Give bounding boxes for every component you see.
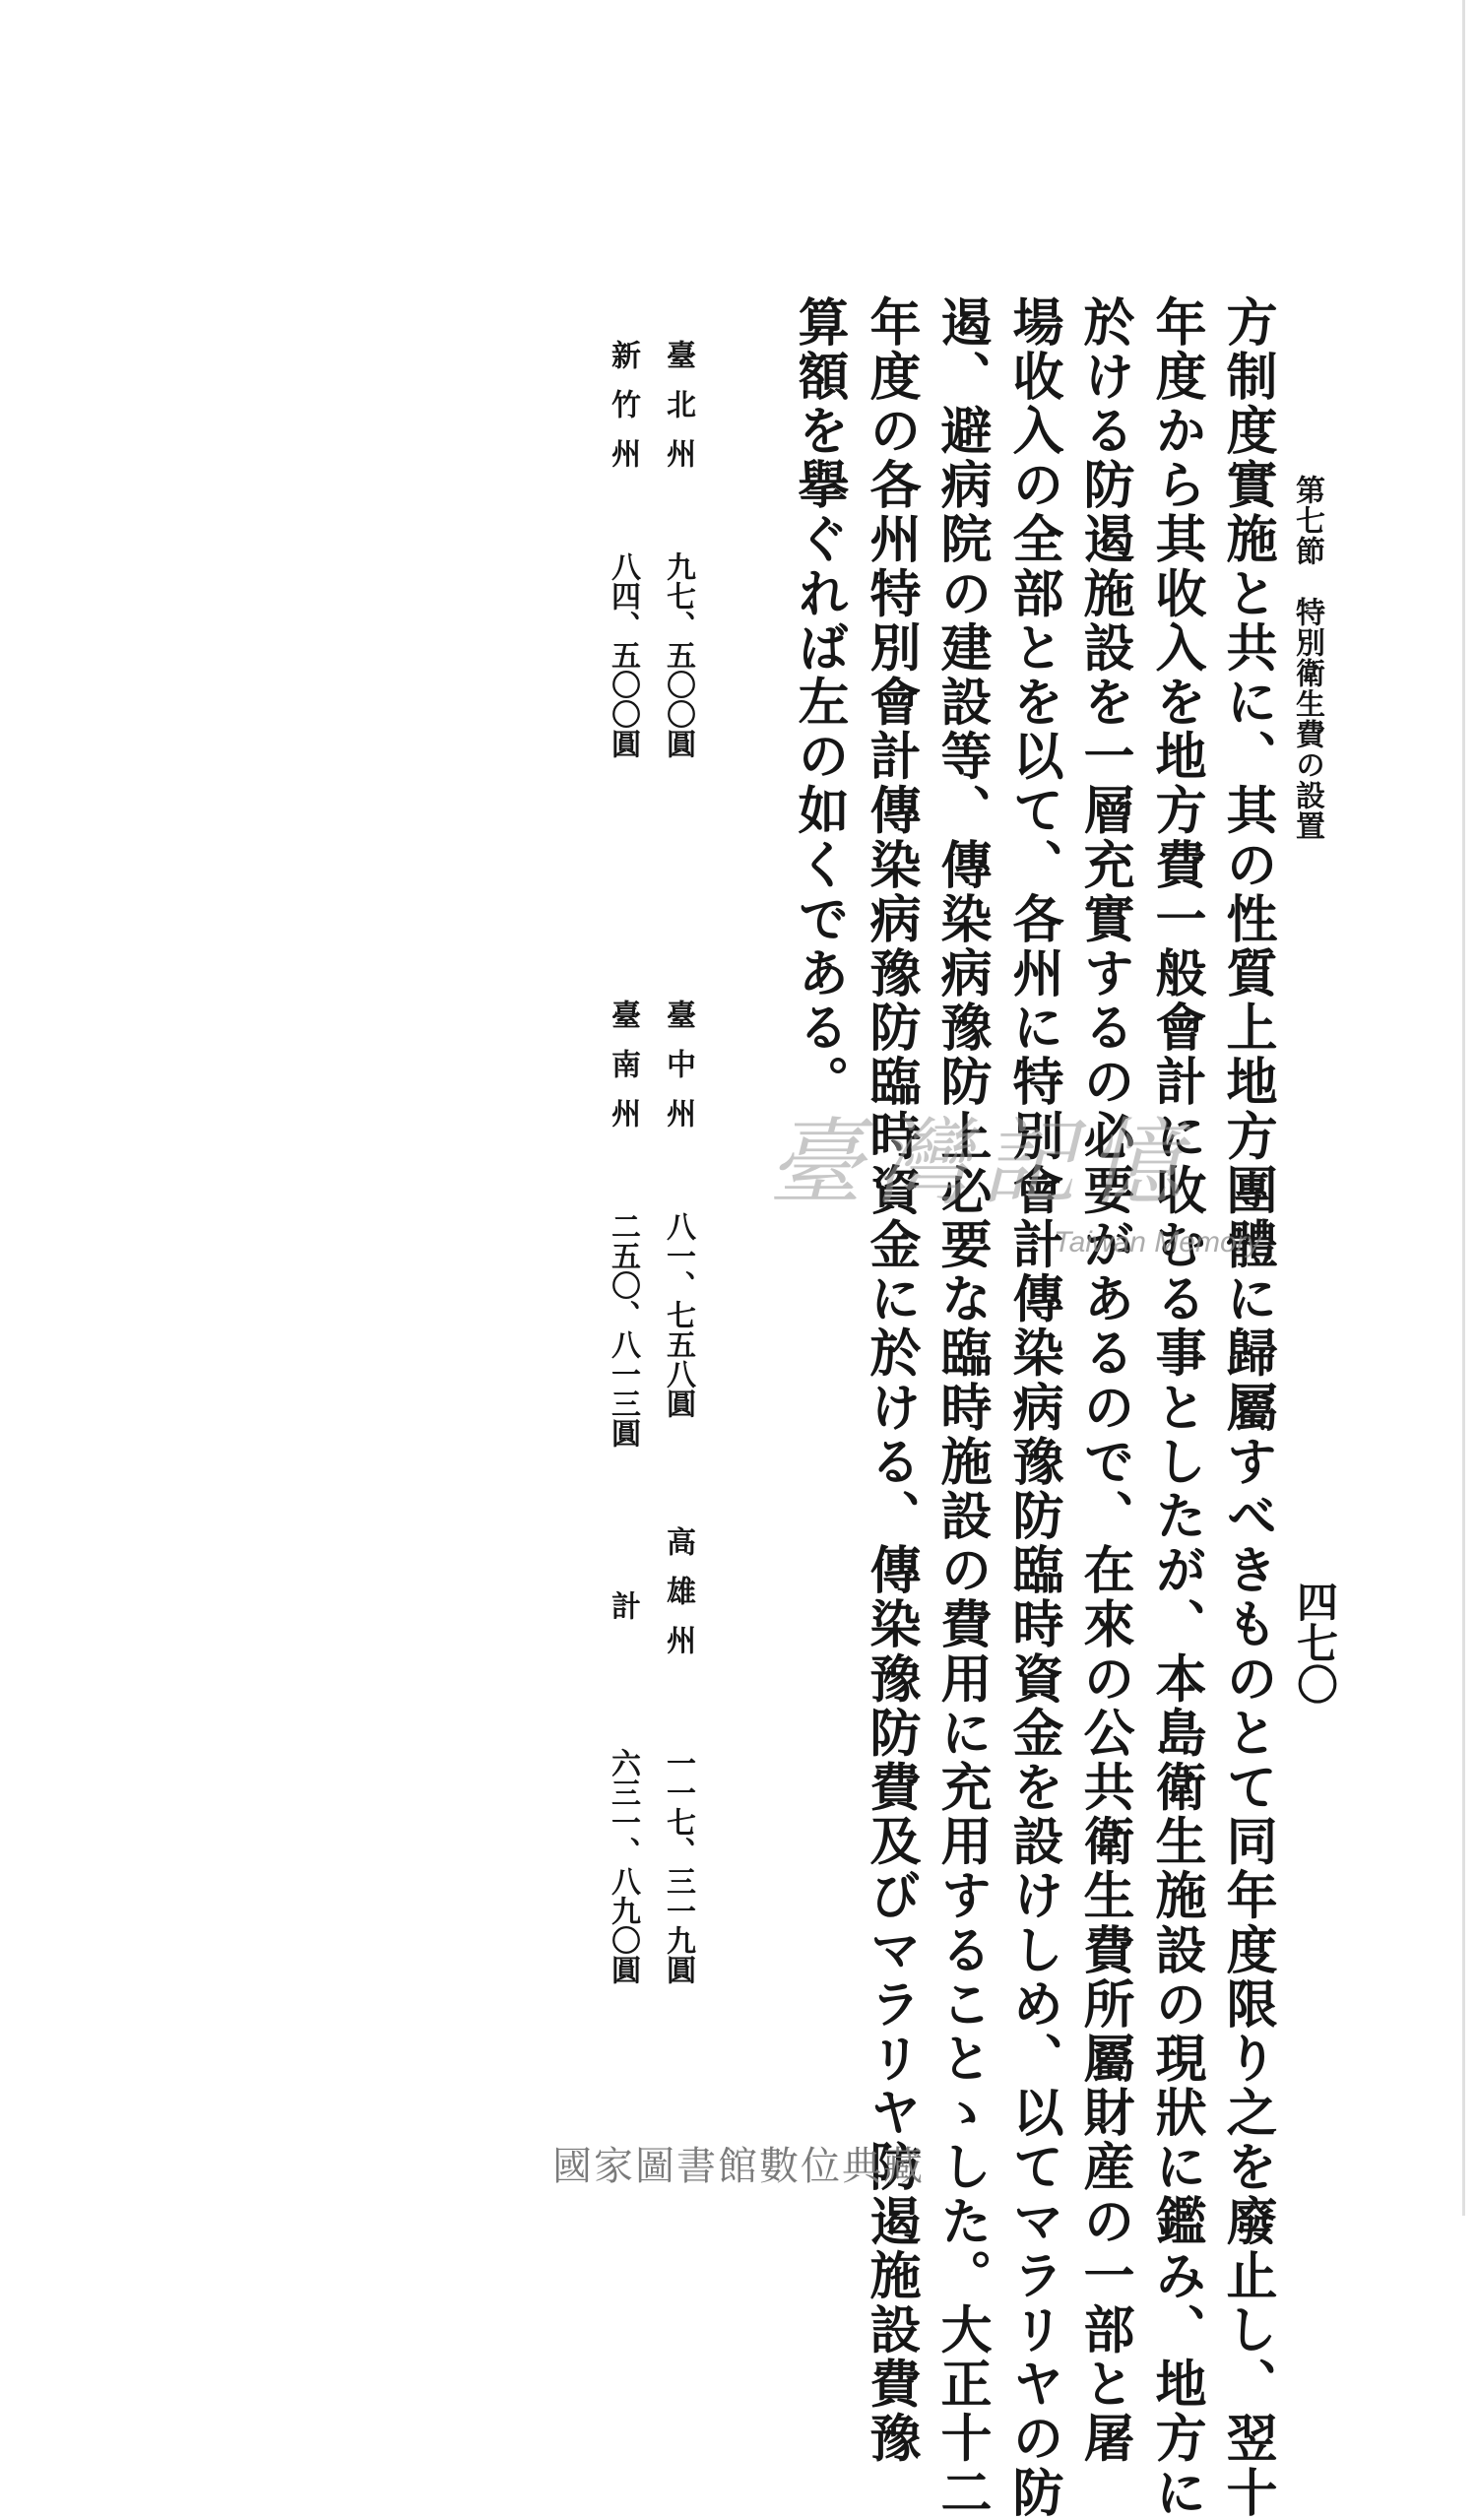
body-column-2: 年度から其收入を地方費一般會計に收むる事としたが、本島衛生施設の現狀に鑑み、地方に [1146, 295, 1206, 2520]
table-total-amount: 六三一、八九〇圓 [606, 1748, 640, 1984]
table-region-name: 高雄州 [661, 1526, 695, 1674]
body-column-1: 方制度實施と共に、其の性質上地方團體に歸屬すべきものとて同年度限り之を廢止し、翌十 [1217, 295, 1277, 2520]
table-region-amount: 一一七、三一九圓 [661, 1748, 695, 1984]
table-region-name: 臺北州 [661, 340, 695, 487]
page-number: 四七〇 [1291, 1581, 1339, 1705]
watermark-subtext: Taiwan Memory [1054, 1226, 1261, 1259]
scan-edge [1462, 0, 1465, 2216]
library-credit: 國家圖書館數位典藏 [552, 2144, 925, 2189]
table-region-amount: 八一、七五八圓 [661, 1211, 695, 1418]
body-column-3: 於ける防遏施設を一層充實するの必要があるので、在來の公共衛生費所屬財産の一部と屠 [1074, 295, 1134, 2466]
table-region-amount: 九七、五〇〇圓 [661, 551, 695, 758]
body-column-4: 場收入の全部とを以て、各州に特別會計傳染病豫防臨時資金を設けしめ、以てマラリヤの防 [1003, 295, 1063, 2520]
section-header: 第七節 特別衛生費の設置 [1290, 475, 1324, 841]
body-column-7: 算額を擧ぐれば左の如くである。 [789, 295, 849, 1110]
body-column-6: 年度の各州特別會計傳染病豫防臨時資金に於ける、傳染豫防費及びマラリヤ防遏施設費豫 [861, 295, 921, 2466]
table-region-name: 臺南州 [606, 1000, 640, 1147]
table-region-amount: 二五〇、八一三圓 [606, 1211, 640, 1448]
table-region-name: 新竹州 [606, 340, 640, 487]
body-column-5: 遏、避病院の建設等、傳染病豫防上必要な臨時施設の費用に充用することゝした。大正十二 [931, 295, 992, 2520]
table-region-amount: 八四、五〇〇圓 [606, 551, 640, 758]
table-total-label: 計 [606, 1590, 640, 1640]
table-region-name: 臺中州 [661, 1000, 695, 1147]
watermark-logo: 臺灣記憶 [768, 1108, 1193, 1218]
